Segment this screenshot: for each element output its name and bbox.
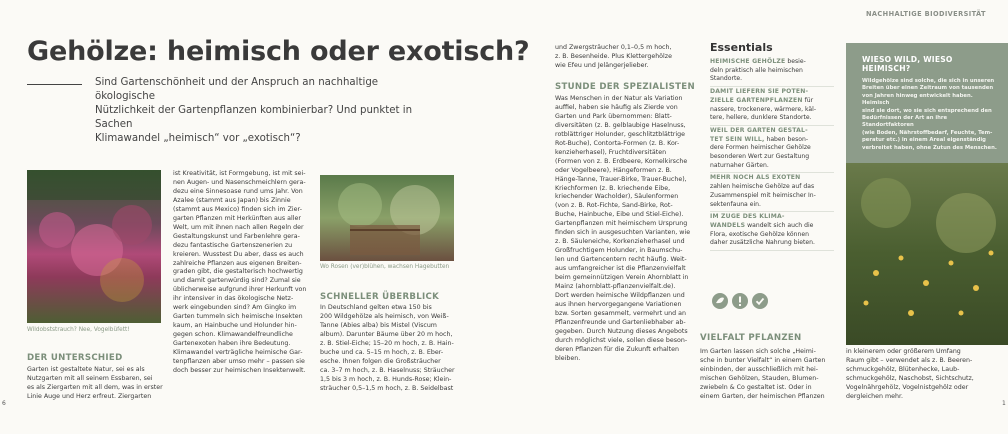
leaf-icon xyxy=(712,293,728,309)
essentials-item xyxy=(710,126,834,174)
caption-photo-1: Wildobststrauch? Nee, Vogelbüfett! xyxy=(27,327,130,333)
essentials-item-highlight: HEIMISCHE GEHÖLZE xyxy=(710,58,786,65)
photo-wild-shrub xyxy=(27,170,161,323)
info-box-title: WIESO WILD, WIESO HEIMISCH? xyxy=(862,55,953,73)
heading-spezialisten: STUNDE DER SPEZIALISTEN xyxy=(555,82,695,92)
essentials-icons xyxy=(712,293,768,309)
essentials-item xyxy=(710,173,834,212)
text-col-4: Was Menschen in der Natur als Variation auffiel, haben sie häufig als Zierde von Garten und Park übernommen: Blatt- diversitäten (z. B. gelblaubige Haselnuss, rotblättriger Holunder, geschlitztblättrige Rot-Buche), Contorta-Formen (z. B. Kor- kenzieherhasel), Fruchtdiversitäten (Formen von z. B. Erdbeere, Kornelkirsche oder Vogelbeere), Hängeformen z. B. Hänge-Tanne, Trauer-Birke, Trauer-Buche), Kriechformen (z. B. kriechende Eibe, kriechender Wacholder), Säulenformen (von z. B. Rot-Fichte, Sand-Birke, Rot- Buche, Hainbuche, Eibe und Stiel-Eiche). Gartenpflanzen mit heimischem Ursprung finden sich in ausgesuchten Varianten, wie z. B. Säuleneiche, Korkenzieherhasel und Großfruchtigem Holunder, in Baumschu- len und Gartencentern recht häufig. Weit- aus umfangreicher ist die Pflanzenvielfalt beim gemeinnützigen Verein Ahornblatt in Mainz (ahornblatt-pflanzenvielfalt.de). Dort werden heimische Wildpflanzen und aus ihnen hervorgegangene Variationen bzw. Sorten gesammelt, vermehrt und an Pflanzenfreunde und Gartenliebhaber ab- gegeben. Durch Nutzung dieses Angebots durch möglichst viele, sollen diese beson- deren Pflanzen für die Zukunft erhalten bleiben. xyxy=(555,95,691,362)
essentials-item-text: wandelt sich auch die Flora, exotische Gehölze können daher zusätzliche Nahrung bieten. xyxy=(710,221,815,247)
info-box-text: Wildgehölze sind solche, die sich in unseren Breiten über einen Zeitraum von tausenden von Jahren hinweg entwickelt haben. Heimisch sind sie dort, wo sie sich entsprechend den Bedürfnissen der Art an ihre Standortfaktoren (wie Boden, Nährstoffbedarf, Feuchte, Tem- peratur etc.) in einem Areal eigenständig verbreitet haben, ohne Zutun des Menschen. xyxy=(862,78,997,151)
essentials-title: Essentials xyxy=(710,41,773,54)
essentials-item-highlight: WEIL DER GARTEN GESTAL- TET SEIN WILL, xyxy=(710,126,808,143)
intro-text: Sind Gartenschönheit und der Anspruch an nachhaltige ökologische Nützlichkeit der Gartenpflanzen kombinierbar? Und punktet in Sachen Klimawandel „heimisch“ vor „exotisch“? xyxy=(95,77,413,144)
page-number-left: 6 xyxy=(2,400,6,407)
essentials-item-text: haben beson- dere Formen heimischer Gehölze besonderen Wert zur Gestaltung naturnaher Gärten. xyxy=(710,135,811,169)
text-col-3: In Deutschland gelten etwa 150 bis 200 Wildgehölze als heimisch, von Weiß- Tanne (Abies alba) bis Mistel (Viscum album). Darunter Bäume über 20 m hoch, z. B. Stiel-Eiche; 15–20 m hoch, z. B. Hain- buche und ca. 5–15 m hoch, z. B. Eber- esche. Ihnen folgen die Großsträucher ca. 3–7 m hoch, z. B. Haselnuss; Sträucher 1,5 bis 3 m hoch, z. B. Hunds-Rose; Klein- sträucher 0,5–1,5 m hoch, z. B. Seidelbast xyxy=(320,304,455,392)
essentials-item-text: zahlen heimische Gehölze auf das Zusammenspiel mit heimischer In- sektenfauna ein. xyxy=(710,183,816,208)
essentials-item-text: besie- deln praktisch alle heimischen Standorte. xyxy=(710,58,806,83)
photo-wild-meadow xyxy=(846,163,1008,345)
essentials-item-highlight: MEHR NOCH ALS EXOTEN xyxy=(710,174,801,182)
photo-rosehips xyxy=(320,175,454,261)
essentials-item xyxy=(710,212,834,251)
info-box xyxy=(846,43,1008,163)
photo-wild-meadow-art xyxy=(846,163,1008,345)
essentials-item xyxy=(710,87,834,126)
essentials-item-text: für nassere, trockenere, wärmere, käl- tere, hellere, dunklere Standorte. xyxy=(710,96,817,122)
text-col-2: ist Kreativität, ist Formgebung, ist mit sei- nen Augen- und Nasenschmeichlern gera- dezu eine Sinnesoase rund ums Jahr. Von Azalee (stammt aus Japan) bis Zinnie (stammt aus Mexico) finden sich im Zier- garten Pflanzen mit Herkünften aus aller Welt, um mit ihnen nach allen Regeln der Gestaltungskunst und Farbenlehre gera- dezu fantastische Gartenszenerien zu kreieren. Wusstest Du aber, dass es auch zahlreiche Pflanzen aus eigenen Breiten- graden gibt, die gestalterisch hochwertig und damit gartenwürdig sind? Zumal sie üblicherweise aufgrund ihrer Herkunft von ihr intensiver in das ökologische Netz- werk eingebunden sind? Am Gingko im Garten tummeln sich heimische Insekten kaum, an Hainbuche und Holunder hin- gegen schon. Klimawandelfreundliche Gartenexoten haben ihre Bedeutung. Klimawandel verträgliche heimische Gar- tenpflanzen aber umso mehr – passen sie doch besser zur heimischen Insektenwelt. xyxy=(173,170,307,374)
essentials-item xyxy=(710,57,834,87)
section-header-label: NACHHALTIGE BIODIVERSITÄT xyxy=(866,10,986,18)
alert-icon xyxy=(732,293,748,309)
heading-vielfalt: VIELFALT PFLANZEN xyxy=(700,333,802,343)
page-title: Gehölze: heimisch oder exotisch? xyxy=(27,36,530,67)
photo-rosehips-art xyxy=(320,175,454,261)
page-number-right: 1 xyxy=(1002,400,1006,407)
heading-unterschied: DER UNTERSCHIED xyxy=(27,353,123,363)
caption-photo-2: Wo Rosen (ver)blühen, wachsen Hagebutten xyxy=(320,264,450,270)
essentials-item-highlight: DAMIT LIEFERN SIE POTEN- ZIELLE GARTENPFLANZEN xyxy=(710,88,809,104)
text-col-1: Garten ist gestaltete Natur, sei es als Nutzgarten mit all seinem Essbaren, sei es als Ziergarten mit all dem, was in erster Linie Auge und Herz erfreut. Ziergarten xyxy=(27,366,163,400)
check-icon xyxy=(752,293,768,309)
heading-ueberblick: SCHNELLER ÜBERBLICK xyxy=(320,292,440,302)
intro-divider xyxy=(27,84,82,85)
text-col-4-top: und Zwergsträucher 0,1–0,5 m hoch, z. B. Besenheide. Plus Klettergehölze wie Efeu und Jelängerjelieber. xyxy=(555,44,672,69)
essentials-list xyxy=(710,57,834,251)
photo-wild-shrub-art xyxy=(27,170,161,323)
text-col-5: Im Garten lassen sich solche „Heimi- sche in bunter Vielfalt“ in einem Garten einbinden, der ausschließlich mit hei- mischen Gehölzen, Stauden, Blumen- zwiebeln & Co gestaltet ist. Oder in einem Garten, der heimischen Pflanzen xyxy=(700,348,826,400)
text-col-6: in kleinerem oder größerem Umfang Raum gibt – verwendet als z. B. Beeren- schmuckgehölz, Blütenhecke, Laub- schmuckgehölz, Naschobst, Sichtschutz, Vogelnährgehölz, Vogelnistgehölz oder dergleichen mehr. xyxy=(846,348,974,400)
essentials-item-highlight: IM ZUGE DES KLIMA- WANDELS xyxy=(710,213,785,229)
